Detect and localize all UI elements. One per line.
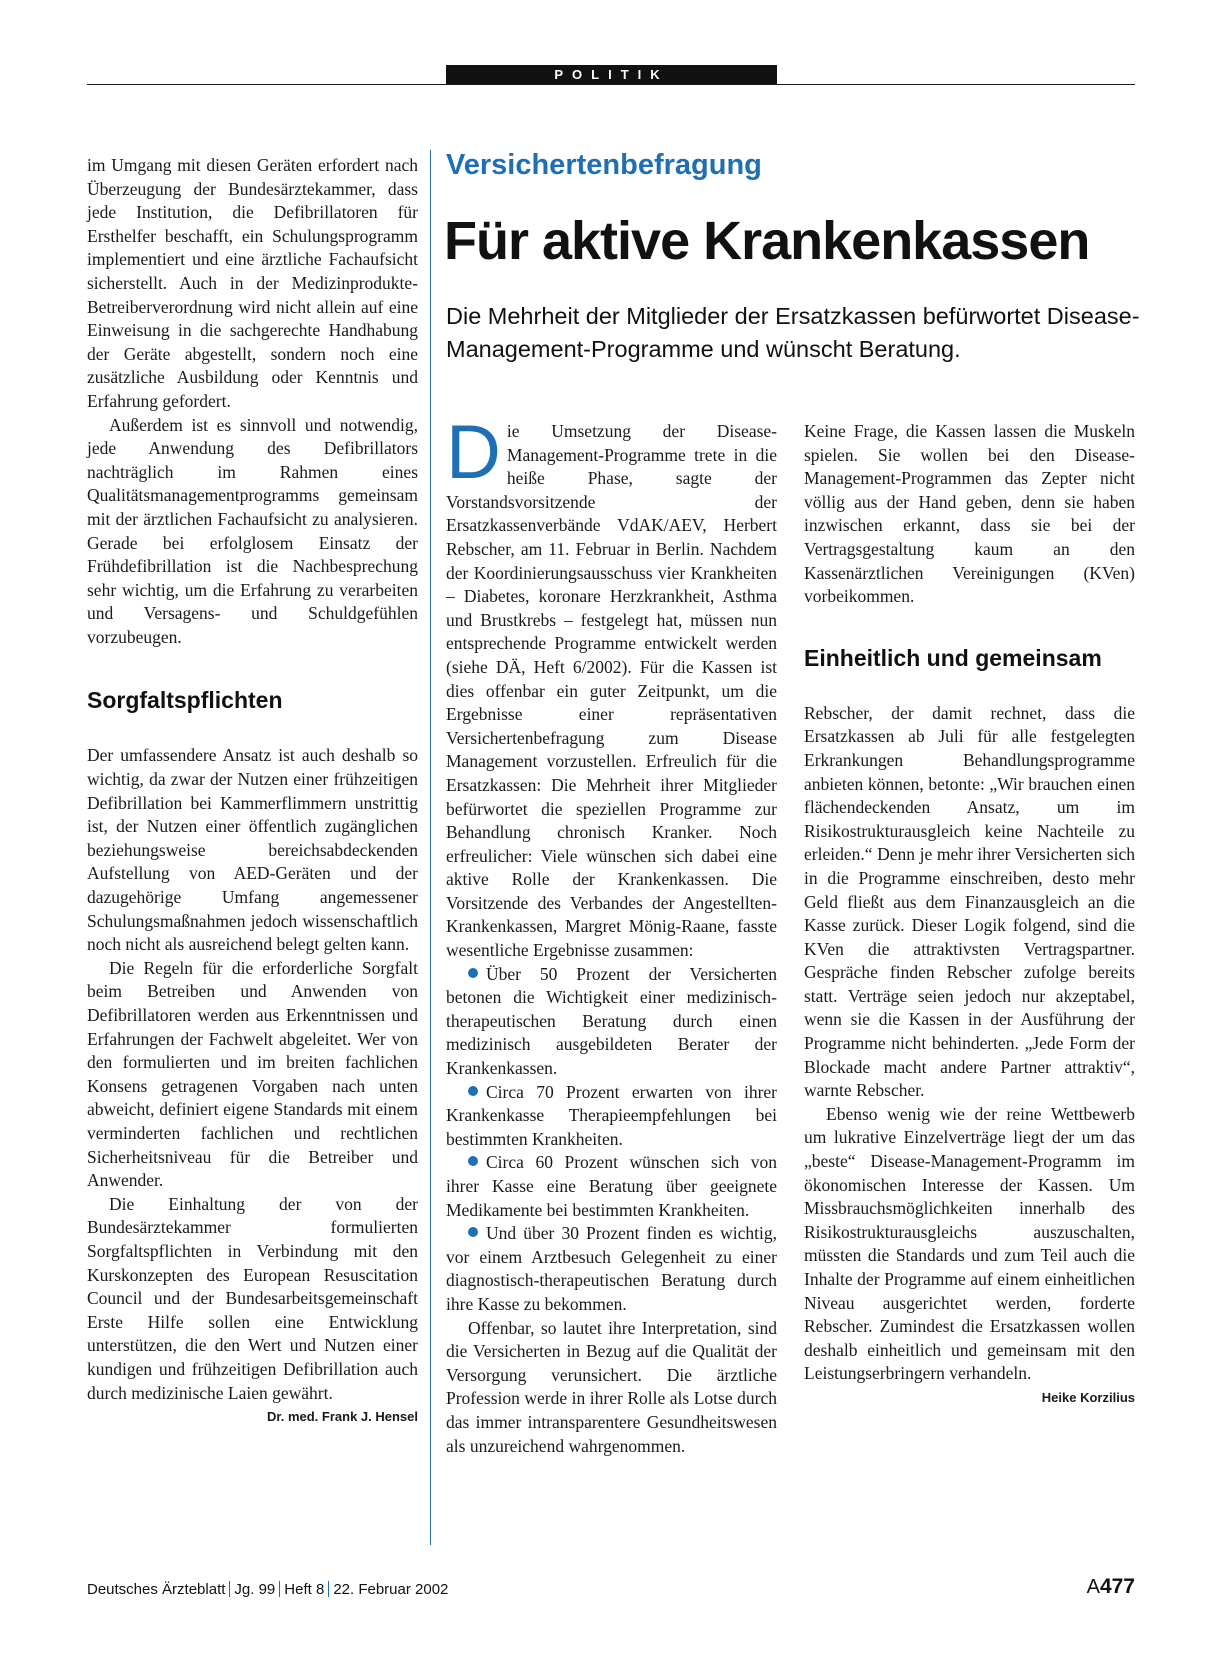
article-subheading: Einheitlich und gemeinsam [804,644,1102,671]
middle-column [446,410,777,1458]
column-divider [430,150,431,1545]
left-paragraph-2: Außerdem ist es sinnvoll und notwendig, jede Anwendung des Defibrillators nachträglich im Rahmen eines Qualitätsmanagementprogramms gemeinsam mit der ärztlichen Fachaufsicht zu analysieren. Gerade bei erfolglosem Einsatz der Frühdefibrillation ist die Nachbesprechung sehr wichtig, um die Erfahrung zu verarbeiten und Versagens- und Schuldgefühlen vorzubeugen. [87,414,418,647]
bullet-icon [468,1227,478,1237]
bullet-icon [468,1086,478,1096]
article-paragraph-1 [446,410,777,963]
right-column [804,420,1135,1410]
journal-volume: Jg. 99 [234,1581,276,1598]
list-item-text: Über 50 Prozent der Versicherten betonen die Wichtigkeit einer medizinisch-therapeutischen Beratung durch einen medizinisch ausgebildeten Berater der Krankenkassen. [446,963,777,1079]
article-lead: Die Mehrheit der Mitglieder der Ersatzkassen befürwortet Disease-Management-Programme und wünscht Beratung. [446,303,1140,362]
list-item [446,963,777,1081]
article-paragraph-5-text: Ebenso wenig wie der reine Wettbewerb um lukrative Einzelverträge liegt der um das „beste“ Disease-Management-Programm im ökonomischen Interesse der Kassen. Um Missbrauchsmöglichkeiten innerhalb des Risikostrukturausgleichs auszuschalten, müssten die Standards und zum Teil auch die Inhalte der Programme auf einem einheitlichen Niveau ausgerichtet werden, forderte Rebscher. Zumindest die Ersatzkassen wollen deshalb einheitlich und gemeinsam mit den Leistungserbringern verhandeln. [804,1103,1135,1384]
article-kicker: Versichertenbefragung [446,149,762,181]
footer-separator [279,1581,280,1597]
footer-separator [328,1581,329,1597]
page-number [1087,1575,1135,1599]
left-paragraph-3: Der umfassendere Ansatz ist auch deshalb so wichtig, da zwar der Nutzen einer frühzeitigen Defibrillation bei Kammerflimmern unstrittig ist, der Nutzen einer öffentlich zugänglichen beziehungsweise bereichsabdeckenden Aufstellung von AED-Geräten und der dazugehörige Umfang angemessener Schulungsmaßnahmen jedoch wissenschaftlich noch nicht als ausreichend belegt gelten kann. [87,745,418,955]
article-paragraph-3: Keine Frage, die Kassen lassen die Muskeln spielen. Sie wollen bei den Disease-Management-Programmen das Zepter nicht völlig aus der Hand geben, denn sie haben inzwischen erkannt, dass sie bei der Vertragsgestaltung kaum an den Kassenärztlichen Vereinigungen (KVen) vorbeikommen. [804,421,1135,607]
list-item [446,1081,777,1152]
footer-separator [229,1581,230,1597]
list-item-text: Circa 60 Prozent wünschen sich von ihrer Kasse eine Beratung über geeignete Medikamente bei bestimmten Krankheiten. [446,1152,777,1220]
list-item-text: Und über 30 Prozent finden es wichtig, vor einem Arztbesuch Gelegenheit zu einer diagnostisch-therapeutischen Beratung durch ihre Kasse zu bekommen. [446,1223,777,1314]
drop-cap: D [446,410,501,495]
article-paragraph-4: Rebscher, der damit rechnet, dass die Ersatzkassen ab Juli für alle festgelegten Erkrankungen Behandlungsprogramme anbieten können, betonte: „Wir brauchen einen flächendeckenden Ansatz, um im Risikostrukturausgleich keine Nachteile zu erleiden.“ Denn je mehr ihrer Versicherten sich in die Programme einschreiben, desto mehr Geld fließt aus dem Finanzausgleich an die Kasse zurück. Dieser Logik folgend, sind die KVen die attraktivsten Vertragspartner. Gespräche finden Rebscher zufolge bereits statt. Verträge seien jedoch nur akzeptabel, wenn sie die Kassen in der Ausführung der Programme nicht behinderten. „Jede Form der Blockade macht andere Partner attraktiv“, warnte Rebscher. [804,702,1135,1101]
journal-date: 22. Februar 2002 [333,1581,449,1598]
journal-issue: Heft 8 [284,1581,325,1598]
article-paragraph-1-text: ie Umsetzung der Disease-Management-Programme trete in die heiße Phase, sagte der Vorstandsvorsitzende der Ersatzkassenverbände VdAK/AEV, Herbert Rebscher, am 11. Februar in Berlin. Nachdem der Koordinierungsausschuss vier Krankheiten – Diabetes, koronare Herzkrankheit, Asthma und Brustkrebs – festgelegt hat, müssen nun entsprechende Programme entwickelt werden (siehe DÄ, Heft 6/2002). Für die Kassen ist dies offenbar ein guter Zeitpunkt, um die Ergebnisse einer repräsentativen Versichertenbefragung zum Disease Management vorzustellen. Erfreulich für die Ersatzkassen: Die Mehrheit ihrer Mitglieder befürwortet die speziellen Programme zur Behandlung chronisch Kranker. Noch erfreulicher: Viele wünschen sich dabei eine aktive Rolle der Krankenkassen. Die Vorsitzende des Verbandes der Angestellten-Krankenkassen, Margret Mönig-Raane, fasste wesentliche Ergebnisse zusammen: [446,421,777,961]
list-item [446,1222,777,1316]
bullet-icon [468,1156,478,1166]
section-tag: POLITIK [446,65,777,85]
bullet-icon [468,968,478,978]
page-prefix: A [1086,1576,1100,1598]
results-list [446,963,777,1317]
list-item-text: Circa 70 Prozent erwarten von ihrer Krankenkasse Therapieempfehlungen bei bestimmten Krankheiten. [446,1081,777,1149]
list-item [446,1151,777,1222]
footer [87,1581,448,1598]
article-paragraph-5 [804,1103,1135,1405]
left-paragraph-5-text: Die Einhaltung der von der Bundesärztekammer formulierten Sorgfaltspflichten in Verbindung mit den Kurskonzepten des European Resuscitation Council und der Bundesarbeitsgemeinschaft Erste Hilfe sollen eine Entwicklung unterstützen, die den Wert und Nutzen einer kundigen und frühzeitigen Defibrillation auch durch medizinische Laien gewährt. [87,1193,418,1403]
left-subheading: Sorgfaltspflichten [87,687,283,714]
article-paragraph-2: Offenbar, so lautet ihre Interpretation, sind die Versicherten in Bezug auf die Qualität der Versorgung verunsichert. Die ärztliche Profession werde in ihrer Rolle als Lotse durch das immer intransparentere Gesundheitswesen als unzureichend wahrgenommen. [446,1317,777,1456]
left-column [87,154,418,1429]
left-paragraph-1: im Umgang mit diesen Geräten erfordert nach Überzeugung der Bundesärztekammer, dass jede Institution, die Defibrillatoren für Ersthelfer beschafft, ein Schulungsprogramm implementiert und eine ärztliche Fachaufsicht sicherstellt. Auch in der Medizinprodukte-Betreiberverordnung wird nicht allein auf eine Einweisung in die sachgerechte Handhabung der Geräte abgestellt, sondern noch eine zusätzliche Ausbildung oder Kenntnis und Erfahrung gefordert. [87,155,418,411]
author-korzilius: Heike Korzilius [1041,1389,1135,1405]
author-hensel: Dr. med. Frank J. Hensel [266,1409,418,1425]
left-paragraph-4: Die Regeln für die erforderliche Sorgfalt beim Betreiben und Anwenden von Defibrillatoren werden aus Erkenntnissen und Erfahrungen der Fachwelt abgeleitet. Wer von den formulierten und im breiten fachlichen Konsens getragenen Vorgaben nach unten abweicht, definiert eigene Standards mit einem verminderten fachlichen und rechtlichen Sicherheitsniveau für die Betreiber und Anwender. [87,957,418,1191]
article-headline: Für aktive Krankenkassen [444,211,1090,271]
header-rule [87,84,1135,85]
journal-name: Deutsches Ärzteblatt [87,1581,226,1598]
left-paragraph-5 [87,1193,418,1425]
page-number-value: 477 [1099,1575,1135,1598]
